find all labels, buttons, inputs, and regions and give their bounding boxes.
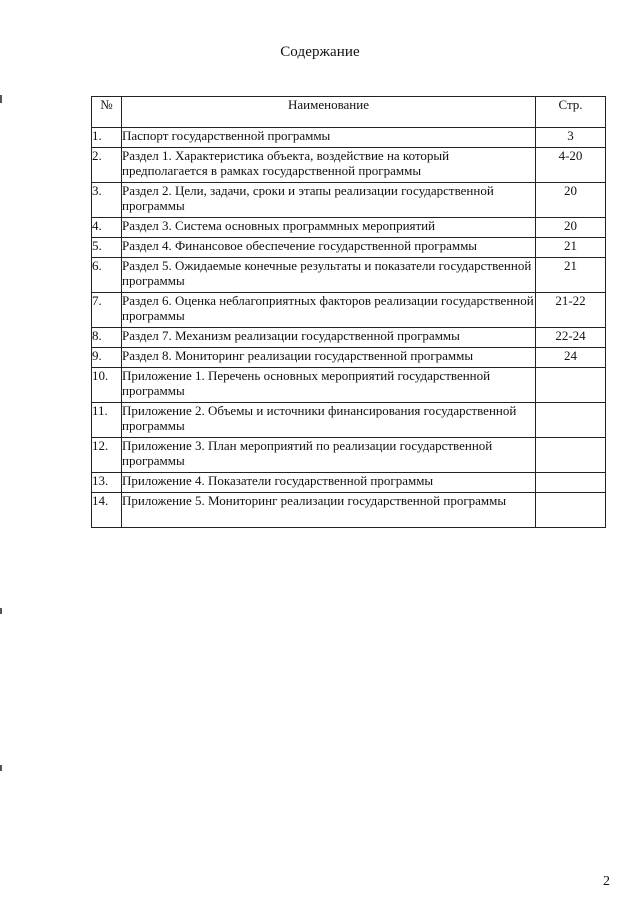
row-name: Приложение 2. Объемы и источники финансирования государственной программы — [122, 403, 536, 438]
row-page — [536, 473, 606, 493]
row-page — [536, 403, 606, 438]
scan-edge-mark — [0, 765, 2, 771]
row-name: Приложение 3. План мероприятий по реализации государственной программы — [122, 438, 536, 473]
page-title: Содержание — [280, 44, 360, 60]
row-number: 4. — [92, 218, 122, 238]
row-name: Раздел 2. Цели, задачи, сроки и этапы реализации государственной программы — [122, 183, 536, 218]
row-page: 20 — [536, 218, 606, 238]
row-number: 8. — [92, 328, 122, 348]
row-number: 13. — [92, 473, 122, 493]
row-page: 3 — [536, 128, 606, 148]
table-row — [92, 183, 606, 218]
table-row — [92, 438, 606, 473]
row-number: 10. — [92, 368, 122, 403]
row-name: Приложение 5. Мониторинг реализации государственной программы — [122, 493, 536, 528]
header-number: № — [92, 97, 122, 128]
row-number: 7. — [92, 293, 122, 328]
table-row — [92, 328, 606, 348]
table-row — [92, 473, 606, 493]
row-number: 5. — [92, 238, 122, 258]
row-page: 22-24 — [536, 328, 606, 348]
table-row — [92, 493, 606, 528]
table-row — [92, 368, 606, 403]
header-name: Наименование — [122, 97, 536, 128]
row-number: 3. — [92, 183, 122, 218]
table-row — [92, 258, 606, 293]
row-number: 11. — [92, 403, 122, 438]
row-number: 14. — [92, 493, 122, 528]
row-number: 12. — [92, 438, 122, 473]
scan-edge-mark — [0, 608, 2, 614]
header-page: Стр. — [536, 97, 606, 128]
table-row — [92, 238, 606, 258]
table-row — [92, 128, 606, 148]
page-number: 2 — [603, 874, 610, 889]
row-number: 6. — [92, 258, 122, 293]
row-page: 20 — [536, 183, 606, 218]
row-page: 21-22 — [536, 293, 606, 328]
row-page — [536, 368, 606, 403]
row-page: 4-20 — [536, 148, 606, 183]
contents-table — [91, 96, 606, 528]
table-header-row — [92, 97, 606, 128]
row-number: 1. — [92, 128, 122, 148]
row-number: 9. — [92, 348, 122, 368]
row-name: Приложение 1. Перечень основных мероприятий государственной программы — [122, 368, 536, 403]
row-name: Приложение 4. Показатели государственной программы — [122, 473, 536, 493]
scan-edge-mark — [0, 95, 2, 103]
table-row — [92, 148, 606, 183]
table-row — [92, 348, 606, 368]
row-name: Раздел 6. Оценка неблагоприятных факторов реализации государственной программы — [122, 293, 536, 328]
row-name: Раздел 8. Мониторинг реализации государственной программы — [122, 348, 536, 368]
row-number: 2. — [92, 148, 122, 183]
row-page — [536, 438, 606, 473]
row-name: Паспорт государственной программы — [122, 128, 536, 148]
table-row — [92, 293, 606, 328]
row-name: Раздел 3. Система основных программных мероприятий — [122, 218, 536, 238]
row-page: 24 — [536, 348, 606, 368]
table-row — [92, 218, 606, 238]
row-page: 21 — [536, 258, 606, 293]
table-row — [92, 403, 606, 438]
row-page: 21 — [536, 238, 606, 258]
row-name: Раздел 5. Ожидаемые конечные результаты и показатели государственной программы — [122, 258, 536, 293]
row-name: Раздел 7. Механизм реализации государственной программы — [122, 328, 536, 348]
row-name: Раздел 1. Характеристика объекта, воздействие на который предполагается в рамках государственной программы — [122, 148, 536, 183]
row-page — [536, 493, 606, 528]
row-name: Раздел 4. Финансовое обеспечение государственной программы — [122, 238, 536, 258]
